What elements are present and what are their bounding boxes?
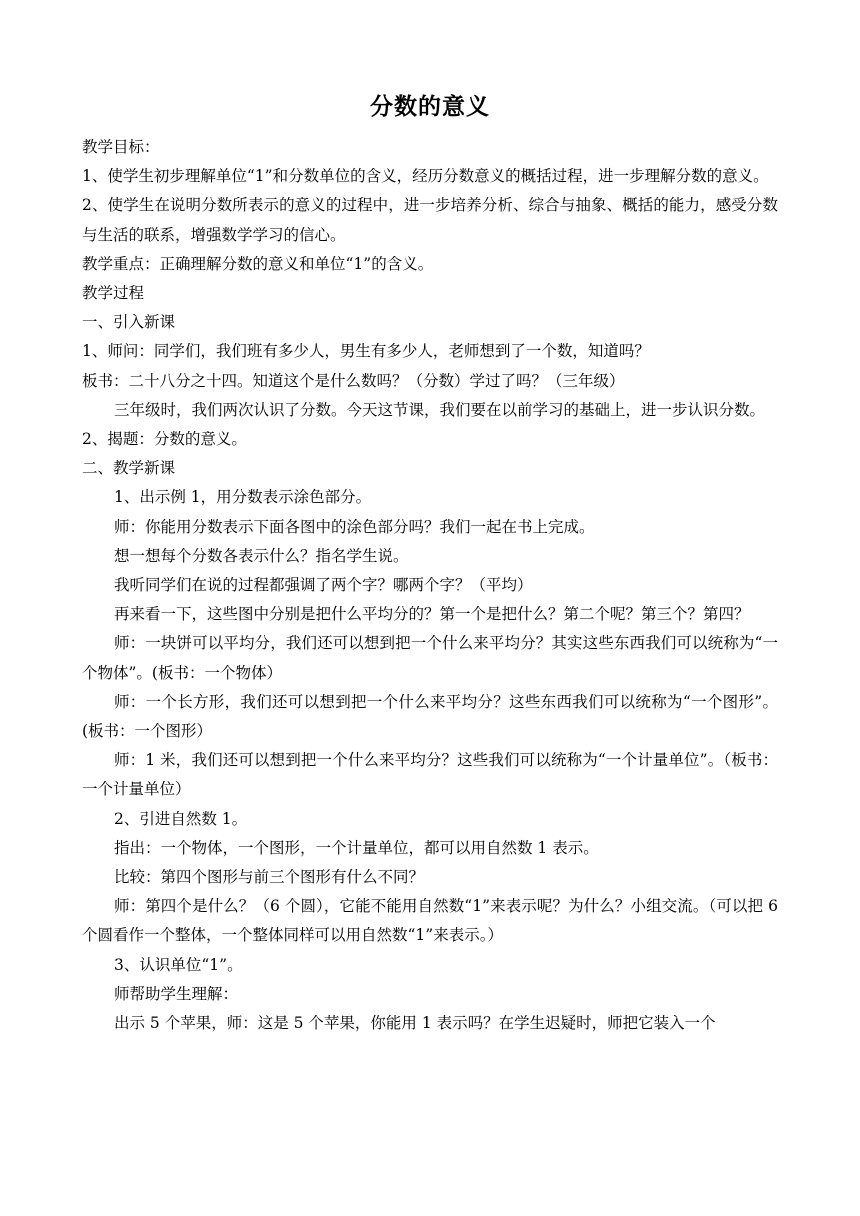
paragraph-teacher-question: 1、师问：同学们，我们班有多少人，男生有多少人，老师想到了一个数，知道吗？ [82,342,650,361]
paragraph-apples: 出示 5 个苹果，师：这是 5 个苹果，你能用 1 表示吗？在学生迟疑时，师把它装入一个 [114,1014,716,1033]
paragraph-key-point: 教学重点：正确理解分数的意义和单位“1”的含义。 [82,254,434,273]
paragraph-unit-one: 3、认识单位“1”。 [114,955,243,974]
paragraph-one-object: 师：一块饼可以平均分，我们还可以想到把一个什么来平均分？其实这些东西我们可以统称为“一个物体”。(板书：一个物体） [82,634,778,682]
paragraph-fourth-shape: 师：第四个是什么？（6 个圆），它能不能用自然数“1”来表示呢？为什么？小组交流。（可以把 6 个圆看作一个整体，一个整体同样可以用自然数“1”来表示。） [82,897,778,945]
document-body [82,133,778,1038]
paragraph-review: 三年级时，我们两次认识了分数。今天这节课，我们要在以前学习的基础上，进一步认识分数。 [114,400,766,419]
paragraph-one-unit: 师：1 米，我们还可以想到把一个什么来平均分？这些我们可以统称为“一个计量单位”。（板书：一个计量单位） [82,751,778,799]
paragraph-equal-parts: 我听同学们在说的过程都强调了两个字？哪两个字？（平均） [114,576,533,595]
paragraph-point-out: 指出：一个物体，一个图形，一个计量单位，都可以用自然数 1 表示。 [114,838,599,857]
paragraph-objective-2: 2、使学生在说明分数所表示的意义的过程中，进一步培养分析、综合与抽象、概括的能力，感受分数与生活的联系，增强数学学习的信心。 [82,196,778,244]
paragraph-board-note: 板书：二十八分之十四。知道这个是什么数吗？（分数）学过了吗？（三年级） [82,371,625,390]
paragraph-teacher-help: 师帮助学生理解： [114,984,239,1003]
paragraph-compare: 比较：第四个图形与前三个图形有什么不同？ [114,868,425,887]
paragraph-process-heading: 教学过程 [82,284,145,303]
paragraph-natural-number: 2、引进自然数 1。 [114,809,248,828]
page-title: 分数的意义 [370,93,490,120]
paragraph-what-divided: 再来看一下，这些图中分别是把什么平均分的？第一个是把什么？第二个呢？第三个？第四？ [114,605,750,624]
paragraph-reveal-topic: 2、揭题：分数的意义。 [82,430,247,449]
paragraph-objective-1: 1、使学生初步理解单位“1”和分数单位的含义，经历分数意义的概括过程，进一步理解分数的意义。 [82,167,769,186]
section-heading-new-lesson: 二、教学新课 [82,459,176,478]
paragraph-one-shape: 师：一个长方形，我们还可以想到把一个什么来平均分？这些东西我们可以统称为“一个图形”。(板书：一个图形） [82,692,778,741]
section-heading-intro: 一、引入新课 [82,313,176,332]
paragraph-teacher-prompt: 师：你能用分数表示下面各图中的涂色部分吗？我们一起在书上完成。 [114,517,595,536]
paragraph-objectives-heading: 教学目标： [82,138,160,156]
paragraph-example-1: 1、出示例 1，用分数表示涂色部分。 [114,488,372,507]
paragraph-think: 想一想每个分数各表示什么？指名学生说。 [114,546,409,565]
